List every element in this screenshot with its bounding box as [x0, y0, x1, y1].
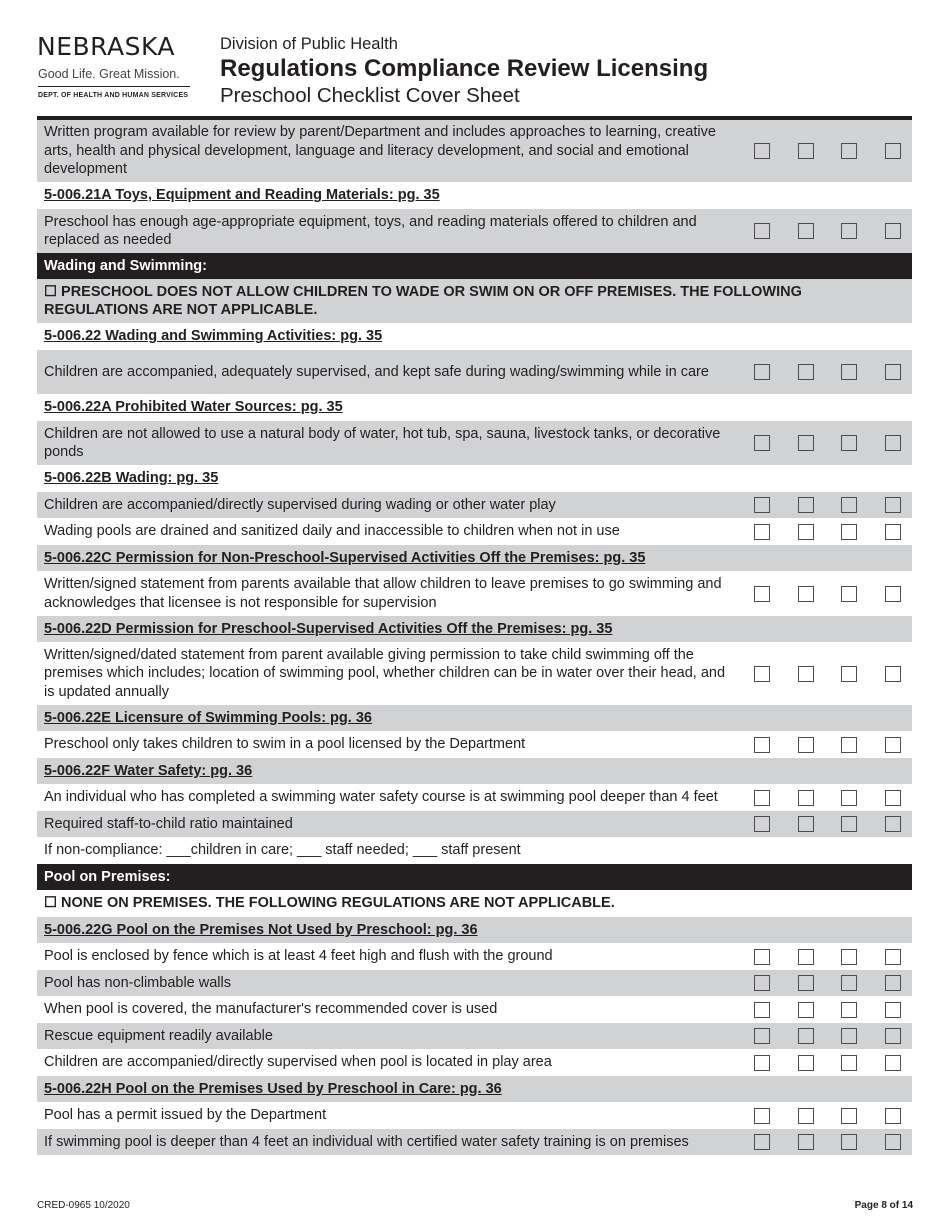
checkbox-column-4[interactable] [885, 1134, 901, 1150]
checkbox-column-2[interactable] [798, 1028, 814, 1044]
checkbox-column-1[interactable] [754, 364, 770, 380]
row-text: Written/signed/dated statement from parent available giving permission to take child swimming off the premises which includes; location of swimming pool, whether children can be in water over their head, and is updated annually [44, 646, 726, 700]
checkbox-column-4[interactable] [885, 435, 901, 451]
not-applicable-notice [37, 279, 912, 323]
checkbox-column-4[interactable] [885, 975, 901, 991]
checkbox-column-1[interactable] [754, 737, 770, 753]
row-text: Pool has non-climbable walls [44, 974, 231, 991]
checkbox-column-3[interactable] [841, 223, 857, 239]
row-text: Written/signed statement from parents available that allow children to leave premises to go swimming and acknowledges that licensee is not responsible for supervision [44, 576, 722, 611]
row-text: Written program available for review by parent/Department and includes approaches to learning, creative arts, health and physical development, language and literacy development, and social and emotional development [44, 124, 716, 178]
row-text: Children are accompanied, adequately supervised, and kept safe during wading/swimming while in care [44, 363, 709, 380]
regulation-section-heading [37, 323, 912, 350]
compliance-checkboxes [753, 1129, 912, 1155]
checklist-table [37, 120, 912, 1155]
regulation-section-heading [37, 616, 912, 642]
compliance-checkboxes [753, 120, 912, 182]
checkbox-column-3[interactable] [841, 949, 857, 965]
non-compliance-note [37, 837, 912, 864]
row-text: 5-006.22F Water Safety: pg. 36 [44, 762, 253, 779]
checkbox-column-3[interactable] [841, 435, 857, 451]
division-name: Division of Public Health [220, 35, 398, 53]
checklist-item-row [37, 1023, 912, 1049]
checkbox-column-3[interactable] [841, 1134, 857, 1150]
checkbox-column-2[interactable] [798, 1002, 814, 1018]
page-number: Page 8 of 14 [854, 1200, 913, 1211]
regulation-section-heading [37, 545, 912, 571]
checklist-item-row [37, 120, 912, 182]
compliance-checkboxes [753, 996, 912, 1023]
compliance-checkboxes [753, 731, 912, 758]
checkbox-column-3[interactable] [841, 816, 857, 832]
checklist-item-row [37, 1049, 912, 1076]
row-text: Wading and Swimming: [44, 257, 207, 274]
checkbox-column-1[interactable] [754, 1055, 770, 1071]
checkbox-column-1[interactable] [754, 143, 770, 159]
checklist-item-row [37, 1129, 912, 1155]
checkbox-column-4[interactable] [885, 1055, 901, 1071]
row-text: Wading pools are drained and sanitized daily and inaccessible to children when not in use [44, 523, 620, 540]
row-text: When pool is covered, the manufacturer's recommended cover is used [44, 1001, 498, 1018]
row-text: 5-006.22G Pool on the Premises Not Used by Preschool: pg. 36 [44, 921, 478, 938]
row-text: 5-006.22B Wading: pg. 35 [44, 470, 219, 487]
checkbox-column-1[interactable] [754, 1002, 770, 1018]
row-text: Pool has a permit issued by the Department [44, 1107, 327, 1124]
checkbox-column-1[interactable] [754, 949, 770, 965]
checkbox-column-3[interactable] [841, 364, 857, 380]
row-text: 5-006.22H Pool on the Premises Used by Preschool in Care: pg. 36 [44, 1080, 502, 1097]
checklist-item-row [37, 811, 912, 837]
checkbox-column-2[interactable] [798, 816, 814, 832]
regulation-section-heading [37, 758, 912, 784]
row-text: Children are accompanied/directly supervised during wading or other water play [44, 496, 556, 513]
row-text: Pool is enclosed by fence which is at least 4 feet high and flush with the ground [44, 948, 553, 965]
checkbox-column-2[interactable] [798, 497, 814, 513]
regulation-section-heading [37, 1076, 912, 1102]
regulation-section-heading [37, 705, 912, 731]
row-text: An individual who has completed a swimming water safety course is at swimming pool deeper than 4 feet [44, 789, 718, 806]
checklist-item-row [37, 350, 912, 394]
checkbox-column-1[interactable] [754, 497, 770, 513]
regulation-section-heading [37, 182, 912, 209]
checkbox-column-1[interactable] [754, 435, 770, 451]
checkbox-column-2[interactable] [798, 364, 814, 380]
form-id: CRED-0965 10/2020 [37, 1200, 130, 1211]
checkbox-column-4[interactable] [885, 666, 901, 682]
checkbox-column-1[interactable] [754, 1108, 770, 1124]
logo-tagline: Good Life. Great Mission. [38, 67, 180, 81]
row-text: ☐ PRESCHOOL DOES NOT ALLOW CHILDREN TO WADE OR SWIM ON OR OFF PREMISES. THE FOLLOWING REGULATIONS ARE NOT APPLICABLE. [44, 283, 802, 318]
checkbox-column-3[interactable] [841, 1055, 857, 1071]
title-block [220, 30, 708, 109]
compliance-checkboxes [753, 350, 912, 394]
checklist-item-row [37, 731, 912, 758]
checkbox-column-4[interactable] [885, 223, 901, 239]
row-text: ☐ NONE ON PREMISES. THE FOLLOWING REGULATIONS ARE NOT APPLICABLE. [44, 895, 615, 912]
checkbox-column-2[interactable] [798, 666, 814, 682]
checkbox-column-3[interactable] [841, 666, 857, 682]
checkbox-column-2[interactable] [798, 1055, 814, 1071]
checkbox-column-2[interactable] [798, 975, 814, 991]
checkbox-column-1[interactable] [754, 1134, 770, 1150]
compliance-checkboxes [753, 571, 912, 616]
page-subtitle: Preschool Checklist Cover Sheet [220, 84, 520, 107]
row-text: 5-006.22 Wading and Swimming Activities: pg. 35 [44, 328, 383, 345]
row-text: Pool on Premises: [44, 868, 171, 885]
checkbox-column-2[interactable] [798, 143, 814, 159]
logo-department: DEPT. OF HEALTH AND HUMAN SERVICES [38, 92, 189, 99]
checklist-item-row [37, 421, 912, 465]
checkbox-column-1[interactable] [754, 1028, 770, 1044]
checkbox-column-1[interactable] [754, 586, 770, 602]
compliance-checkboxes [753, 209, 912, 253]
checkbox-column-1[interactable] [754, 816, 770, 832]
logo-wordmark: NEBRASKA [37, 32, 176, 61]
checkbox-column-4[interactable] [885, 816, 901, 832]
checkbox-column-3[interactable] [841, 790, 857, 806]
checklist-item-row [37, 970, 912, 996]
checklist-item-row [37, 943, 912, 970]
checkbox-column-2[interactable] [798, 737, 814, 753]
row-text: 5-006.22D Permission for Preschool-Supervised Activities Off the Premises: pg. 35 [44, 620, 613, 637]
checkbox-column-1[interactable] [754, 790, 770, 806]
checkbox-column-2[interactable] [798, 949, 814, 965]
checkbox-column-4[interactable] [885, 143, 901, 159]
checkbox-column-4[interactable] [885, 1108, 901, 1124]
checkbox-column-4[interactable] [885, 1028, 901, 1044]
checkbox-column-3[interactable] [841, 524, 857, 540]
checkbox-column-4[interactable] [885, 1002, 901, 1018]
category-banner [37, 864, 912, 890]
compliance-checkboxes [753, 1102, 912, 1129]
checkbox-column-3[interactable] [841, 497, 857, 513]
checkbox-column-3[interactable] [841, 1028, 857, 1044]
compliance-checkboxes [753, 970, 912, 996]
checklist-item-row [37, 642, 912, 705]
checkbox-column-2[interactable] [798, 790, 814, 806]
checkbox-column-1[interactable] [754, 975, 770, 991]
checkbox-column-4[interactable] [885, 497, 901, 513]
row-text: Rescue equipment readily available [44, 1027, 273, 1044]
page-title: Regulations Compliance Review Licensing [220, 55, 709, 82]
row-text: Children are accompanied/directly supervised when pool is located in play area [44, 1054, 552, 1071]
checkbox-column-1[interactable] [754, 666, 770, 682]
row-text: 5-006.21A Toys, Equipment and Reading Materials: pg. 35 [44, 187, 440, 204]
row-text: Preschool only takes children to swim in a pool licensed by the Department [44, 736, 526, 753]
compliance-checkboxes [753, 642, 912, 705]
checkbox-column-2[interactable] [798, 524, 814, 540]
checkbox-column-4[interactable] [885, 364, 901, 380]
checkbox-column-3[interactable] [841, 143, 857, 159]
checklist-item-row [37, 571, 912, 616]
checkbox-column-4[interactable] [885, 586, 901, 602]
nebraska-logo [37, 30, 197, 106]
checkbox-column-4[interactable] [885, 737, 901, 753]
checkbox-column-4[interactable] [885, 949, 901, 965]
row-text: Required staff-to-child ratio maintained [44, 815, 293, 832]
checkbox-column-2[interactable] [798, 586, 814, 602]
row-text: Preschool has enough age-appropriate equipment, toys, and reading materials offered to children and replaced as needed [44, 213, 697, 248]
compliance-checkboxes [753, 1023, 912, 1049]
checkbox-column-3[interactable] [841, 737, 857, 753]
logo-divider [38, 86, 190, 87]
compliance-checkboxes [753, 518, 912, 545]
compliance-checkboxes [753, 784, 912, 811]
regulation-section-heading [37, 465, 912, 492]
checklist-item-row [37, 518, 912, 545]
checklist-item-row [37, 209, 912, 253]
row-text: 5-006.22A Prohibited Water Sources: pg. 35 [44, 399, 343, 416]
not-applicable-notice [37, 890, 912, 917]
row-text: Children are not allowed to use a natural body of water, hot tub, spa, sauna, livestock tanks, or decorative ponds [44, 425, 721, 460]
regulation-section-heading [37, 917, 912, 943]
checkbox-column-2[interactable] [798, 1108, 814, 1124]
row-text: 5-006.22E Licensure of Swimming Pools: pg. 36 [44, 709, 372, 726]
checkbox-column-2[interactable] [798, 223, 814, 239]
compliance-checkboxes [753, 421, 912, 465]
checklist-item-row [37, 996, 912, 1023]
compliance-checkboxes [753, 1049, 912, 1076]
checkbox-column-4[interactable] [885, 790, 901, 806]
checkbox-column-1[interactable] [754, 524, 770, 540]
checkbox-column-3[interactable] [841, 1002, 857, 1018]
checkbox-column-3[interactable] [841, 1108, 857, 1124]
row-text: If swimming pool is deeper than 4 feet an individual with certified water safety training is on premises [44, 1133, 689, 1150]
row-text: If non-compliance: ___children in care; ___ staff needed; ___ staff present [44, 842, 521, 859]
checkbox-column-3[interactable] [841, 975, 857, 991]
checkbox-column-2[interactable] [798, 435, 814, 451]
checklist-item-row [37, 1102, 912, 1129]
checkbox-column-2[interactable] [798, 1134, 814, 1150]
regulation-section-heading [37, 394, 912, 421]
row-text: 5-006.22C Permission for Non-Preschool-Supervised Activities Off the Premises: pg. 35 [44, 549, 646, 566]
compliance-checkboxes [753, 811, 912, 837]
checkbox-column-3[interactable] [841, 586, 857, 602]
category-banner [37, 253, 912, 279]
checkbox-column-1[interactable] [754, 223, 770, 239]
compliance-checkboxes [753, 492, 912, 518]
checkbox-column-4[interactable] [885, 524, 901, 540]
checklist-item-row [37, 784, 912, 811]
compliance-checkboxes [753, 943, 912, 970]
checklist-item-row [37, 492, 912, 518]
page-header [37, 30, 912, 116]
